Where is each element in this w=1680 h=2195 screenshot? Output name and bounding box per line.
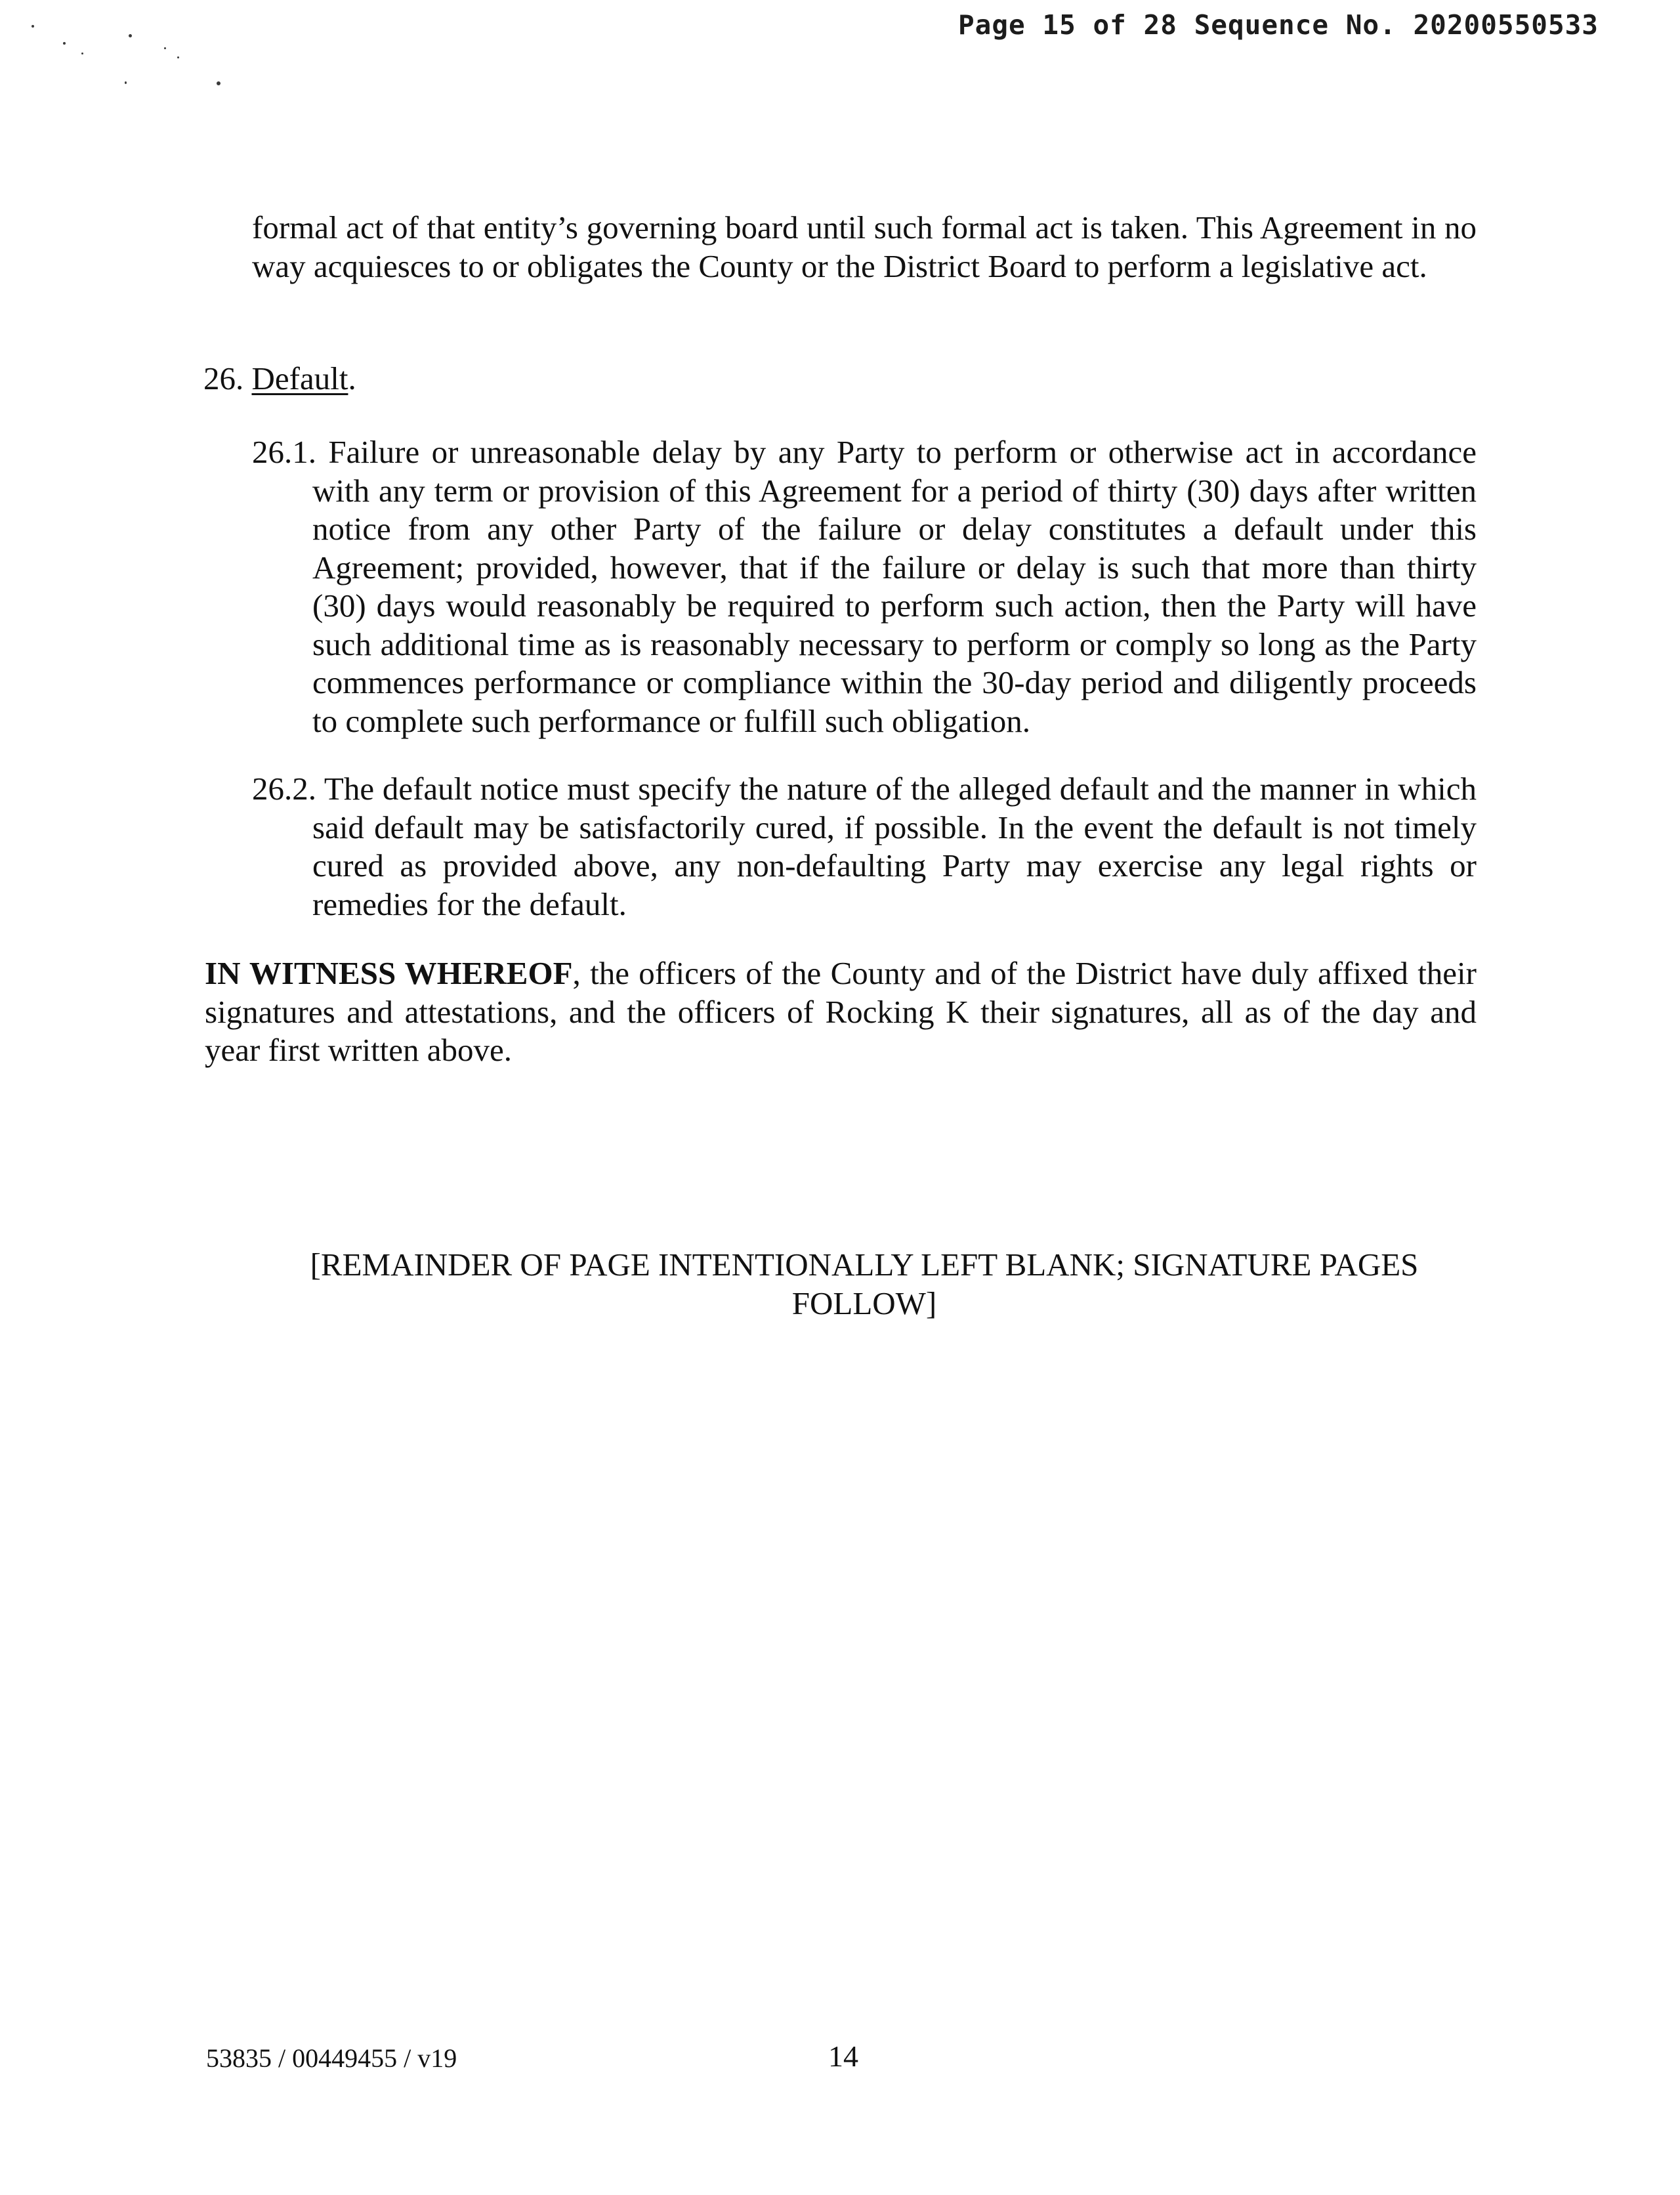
- subsection-text: Failure or unreasonable delay by any Party to perform or otherwise act in accordance with any term or provision of this Agreement for a period of thirty (30) days after written notice from any other Party of the failure or delay constitutes a default under this Agreement; provided, however, that if the failure or delay is such that more than thirty (30) days would reasonably be required to perform such action, then the Party will have such additional time as is reasonably necessary to perform or comply so long as the Party commences performance or compliance within the 30-day period and diligently proceeds to complete such performance or fulfill such obligation.: [312, 434, 1477, 739]
- remainder-blank-note: [252, 1246, 1477, 1323]
- page-sequence-stamp: Page 15 of 28 Sequence No. 20200550533: [958, 9, 1599, 41]
- scan-artifact: [129, 34, 132, 37]
- subsection-26-1: [252, 433, 1477, 740]
- scan-artifact: [81, 53, 83, 54]
- subsection-number: 26.1.: [252, 434, 316, 470]
- scan-artifact: [217, 81, 220, 85]
- section-number: 26.: [203, 360, 244, 396]
- witness-text: , the officers of the County and of the District have duly affixed their signatures and attestations, and the officers of Rocking K their signatures, all as of the day and year first written above.: [205, 955, 1477, 1068]
- scan-artifact: [177, 56, 179, 58]
- scan-artifact: [164, 47, 166, 49]
- subsection-number: 26.2.: [252, 771, 316, 807]
- witness-lead: IN WITNESS WHEREOF: [205, 955, 573, 991]
- footer-document-id: 53835 / 00449455 / v19: [206, 2043, 457, 2073]
- section-title-suffix: .: [348, 360, 356, 396]
- remainder-note-line-2: FOLLOW]: [791, 1285, 937, 1321]
- scan-artifact: [125, 81, 127, 84]
- section-heading: [203, 360, 356, 398]
- continuation-paragraph: formal act of that entity’s governing board until such formal act is taken. This Agreement in no way acquiesces to or obligates the County or the District Board to perform a legislative act.: [252, 209, 1477, 284]
- footer-page-number: 14: [828, 2039, 858, 2073]
- witness-clause: [205, 954, 1477, 1070]
- remainder-note-line-1: [REMAINDER OF PAGE INTENTIONALLY LEFT BLANK; SIGNATURE PAGES: [310, 1247, 1419, 1283]
- subsection-text: The default notice must specify the nature of the alleged default and the manner in which said default may be satisfactorily cured, if possible. In the event the default is not timely cured as provided above, any non-defaulting Party may exercise any legal rights or remedies for the default.: [312, 771, 1477, 922]
- scan-artifact: [63, 42, 66, 45]
- subsection-26-2: [252, 770, 1477, 924]
- section-title: Default: [251, 360, 348, 396]
- scan-artifact: [32, 25, 34, 28]
